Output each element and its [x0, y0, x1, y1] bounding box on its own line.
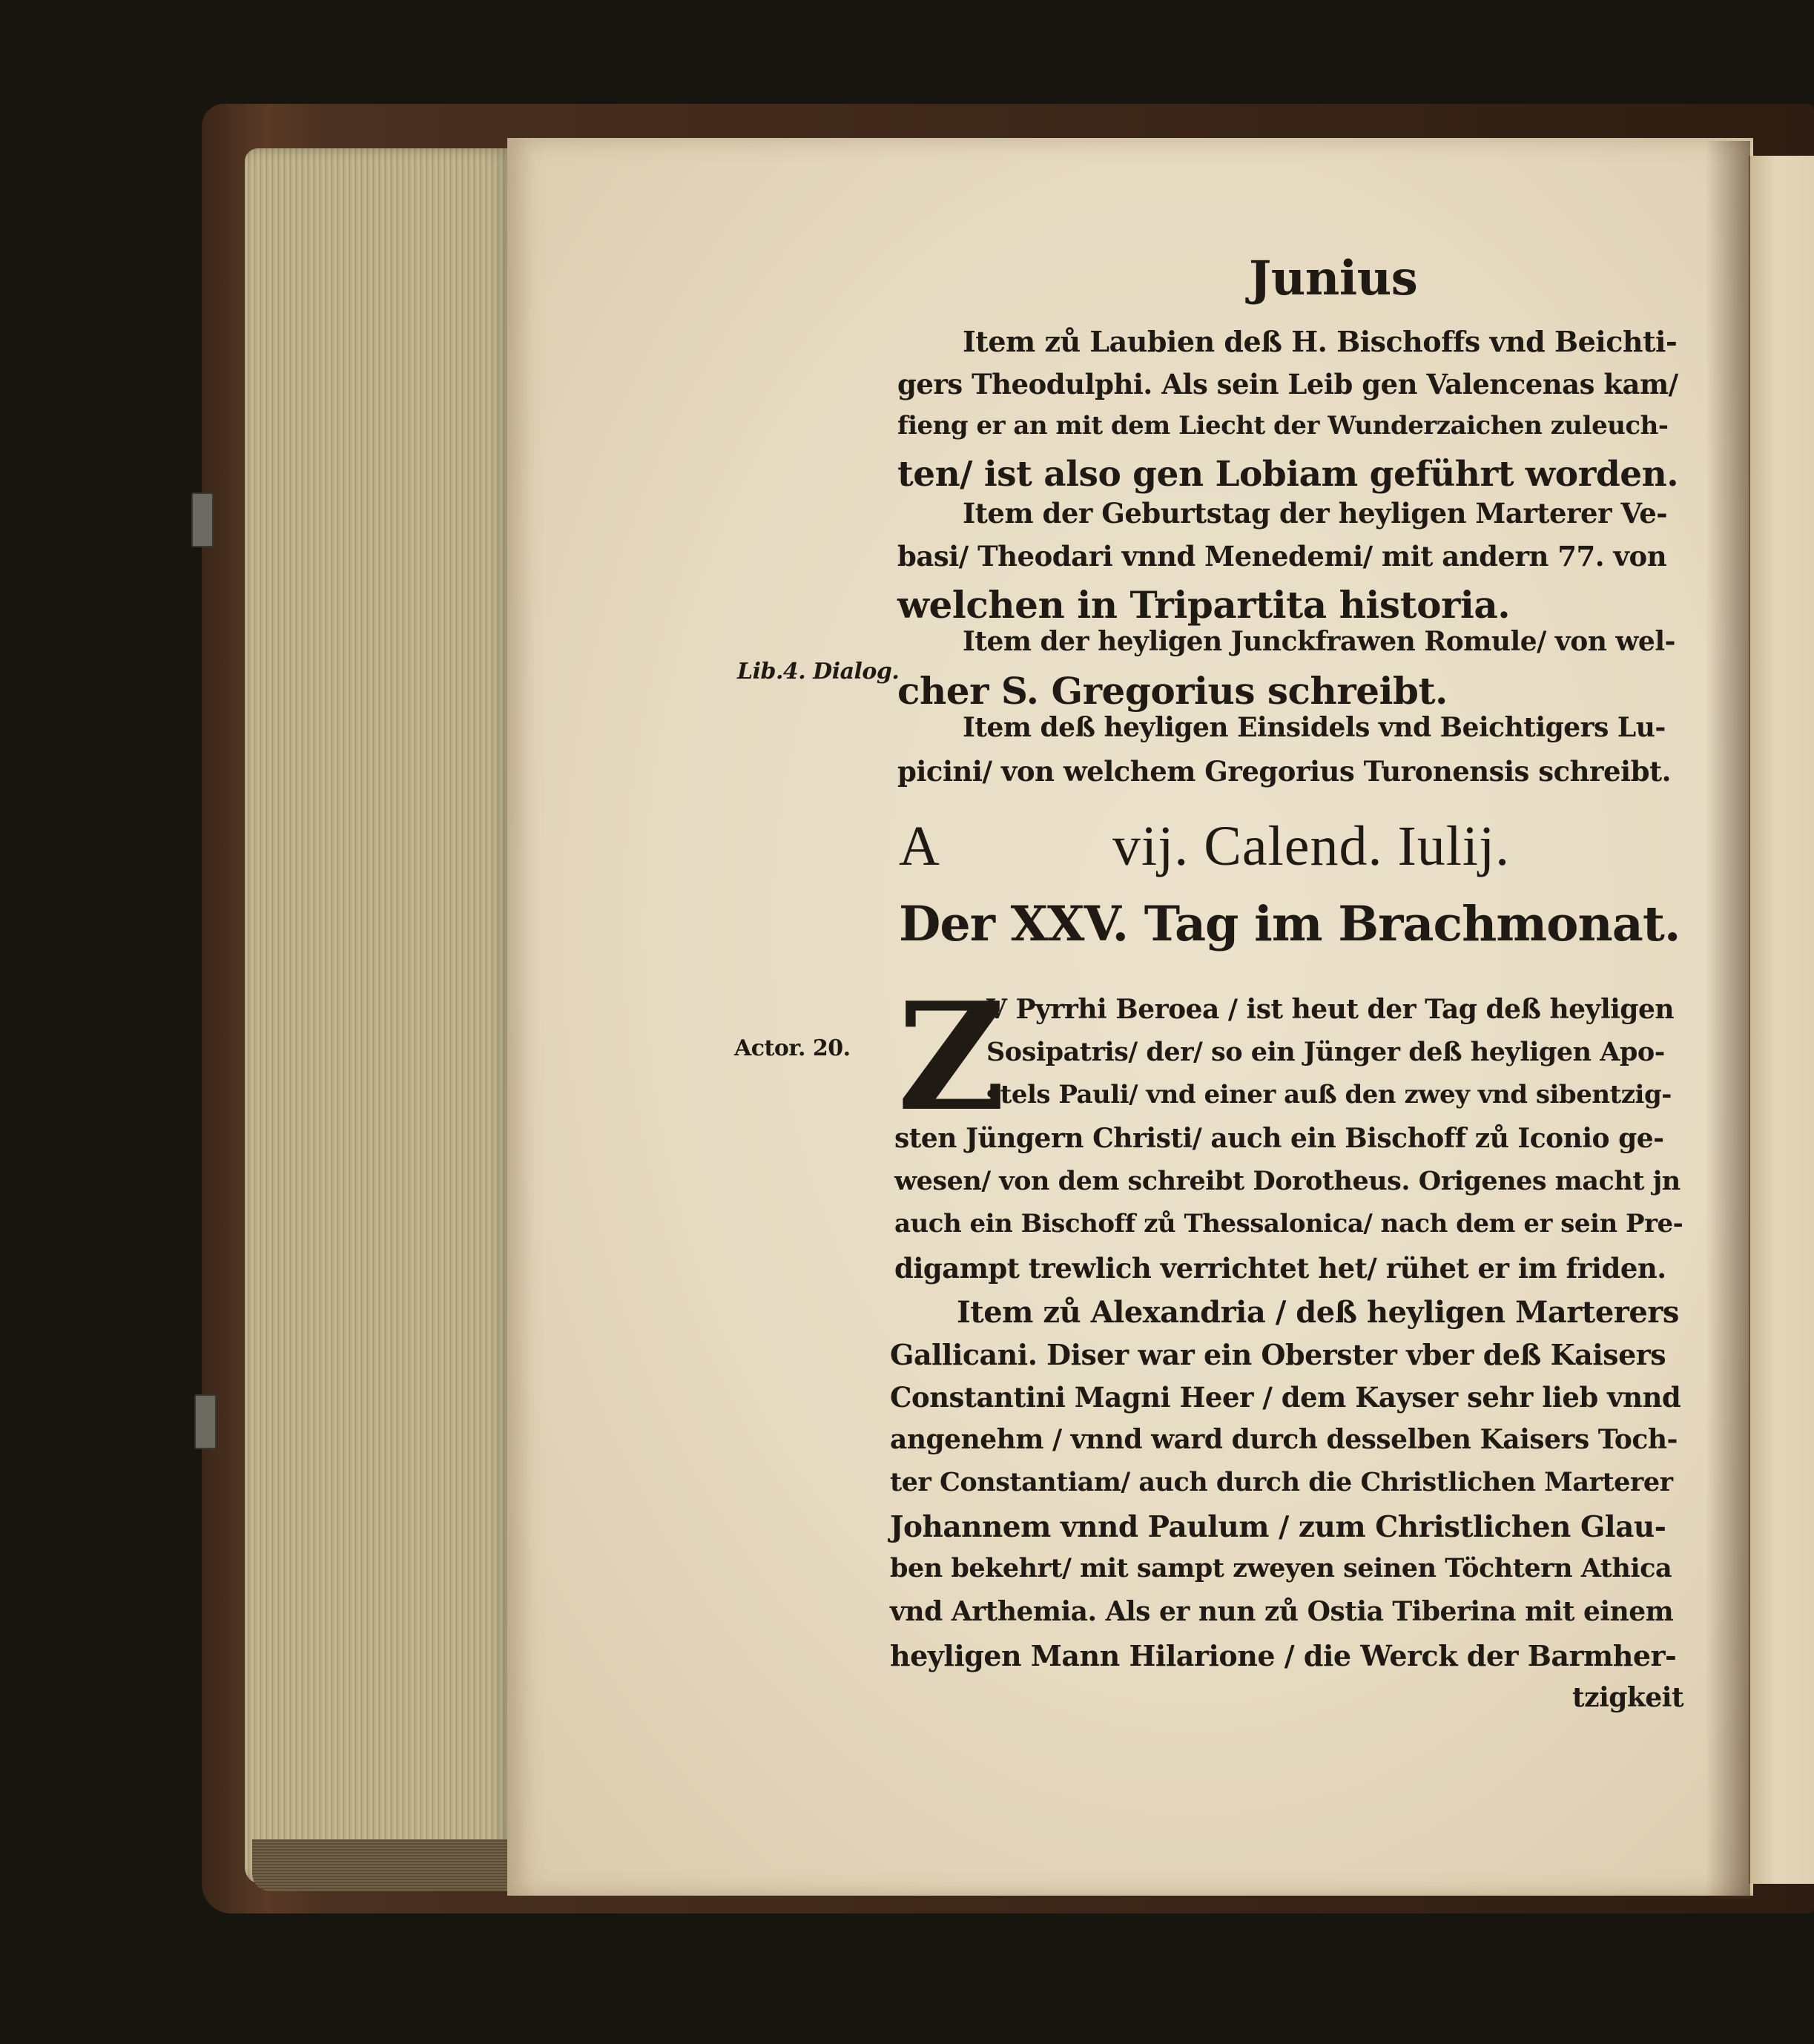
text-line: stels Pauli/ vnd einer auß den zwey vnd sibentzig- [986, 1080, 1672, 1110]
text-line: Gallicani. Diser war ein Oberster vber deß Kaisers [890, 1338, 1666, 1371]
text-line: digampt trewlich verrichtet het/ rühet er im friden. [894, 1252, 1666, 1285]
text-line: picini/ von welchem Gregorius Turonensis schreibt. [897, 755, 1671, 788]
text-line: basi/ Theodari vnnd Menedemi/ mit andern 77. von [897, 540, 1667, 573]
show-through [878, 264, 894, 316]
text-line: ben bekehrt/ mit sampt zweyen seinen Töchtern Athica [890, 1553, 1672, 1583]
text-line: ten/ ist also gen Lobiam geführt worden. [897, 454, 1679, 495]
text-line: Sosipatris/ der/ so ein Jünger deß heyligen Apo- [986, 1037, 1665, 1067]
facing-page-edge [1749, 156, 1814, 1884]
calendar-letter: A [899, 815, 940, 877]
catchword: tzigkeit [1572, 1682, 1684, 1713]
text-line: sten Jüngern Christi/ auch ein Bischoff zů Iconio ge- [894, 1123, 1664, 1154]
text-line: Constantini Magni Heer / dem Kayser sehr lieb vnnd [890, 1381, 1681, 1414]
clasp-upper [191, 492, 214, 547]
text-line: Item zů Alexandria / deß heyligen Marterers [957, 1295, 1679, 1330]
text-line: Item der heyligen Junckfrawen Romule/ von wel- [963, 626, 1675, 657]
text-line: heyligen Mann Hilarione / die Werck der Barmher- [890, 1639, 1677, 1672]
text-line: vnd Arthemia. Als er nun zů Ostia Tiberina mit einem [890, 1596, 1674, 1627]
page-gutter [1706, 141, 1750, 1899]
clasp-lower [194, 1394, 217, 1449]
text-line: auch ein Bischoff zů Thessalonica/ nach dem er sein Pre- [894, 1209, 1683, 1239]
text-line: wesen/ von dem schreibt Dorotheus. Origenes macht jn [894, 1166, 1681, 1196]
text-line: angenehm / vnnd ward durch desselben Kaisers Toch- [890, 1424, 1678, 1455]
text-line: Item der Geburtstag der heyligen Marterer Ve- [963, 497, 1668, 530]
day-heading: Der XXV. Tag im Brachmonat. [899, 896, 1681, 952]
drop-initial: Z [897, 970, 1006, 1144]
page-block-bottom [252, 1839, 519, 1891]
text-line: Item zů Laubien deß H. Bischoffs vnd Beichti- [963, 325, 1678, 358]
text-line: cher S. Gregorius schreibt. [897, 669, 1448, 713]
calendar-date: vij. Calend. Iulij. [1112, 815, 1511, 877]
text-line: welchen in Tripartita historia. [897, 583, 1511, 627]
margin-note: Lib.4. Dialog. [737, 659, 900, 685]
text-line: V Pyrrhi Beroea / ist heut der Tag deß heyligen [986, 994, 1675, 1025]
text-line: ter Constantiam/ auch durch die Christlichen Marterer [890, 1467, 1673, 1497]
text-line: Item deß heyligen Einsidels vnd Beichtigers Lu- [963, 712, 1666, 743]
running-head: Junius [1249, 251, 1418, 306]
text-line: gers Theodulphi. Als sein Leib gen Valencenas kam/ [897, 368, 1678, 400]
margin-note: Actor. 20. [734, 1035, 851, 1061]
text-line: fieng er an mit dem Liecht der Wunderzaichen zuleuch- [897, 411, 1669, 441]
page-block-edge [245, 148, 512, 1884]
text-line: Johannem vnnd Paulum / zum Christlichen Glau- [890, 1510, 1666, 1544]
